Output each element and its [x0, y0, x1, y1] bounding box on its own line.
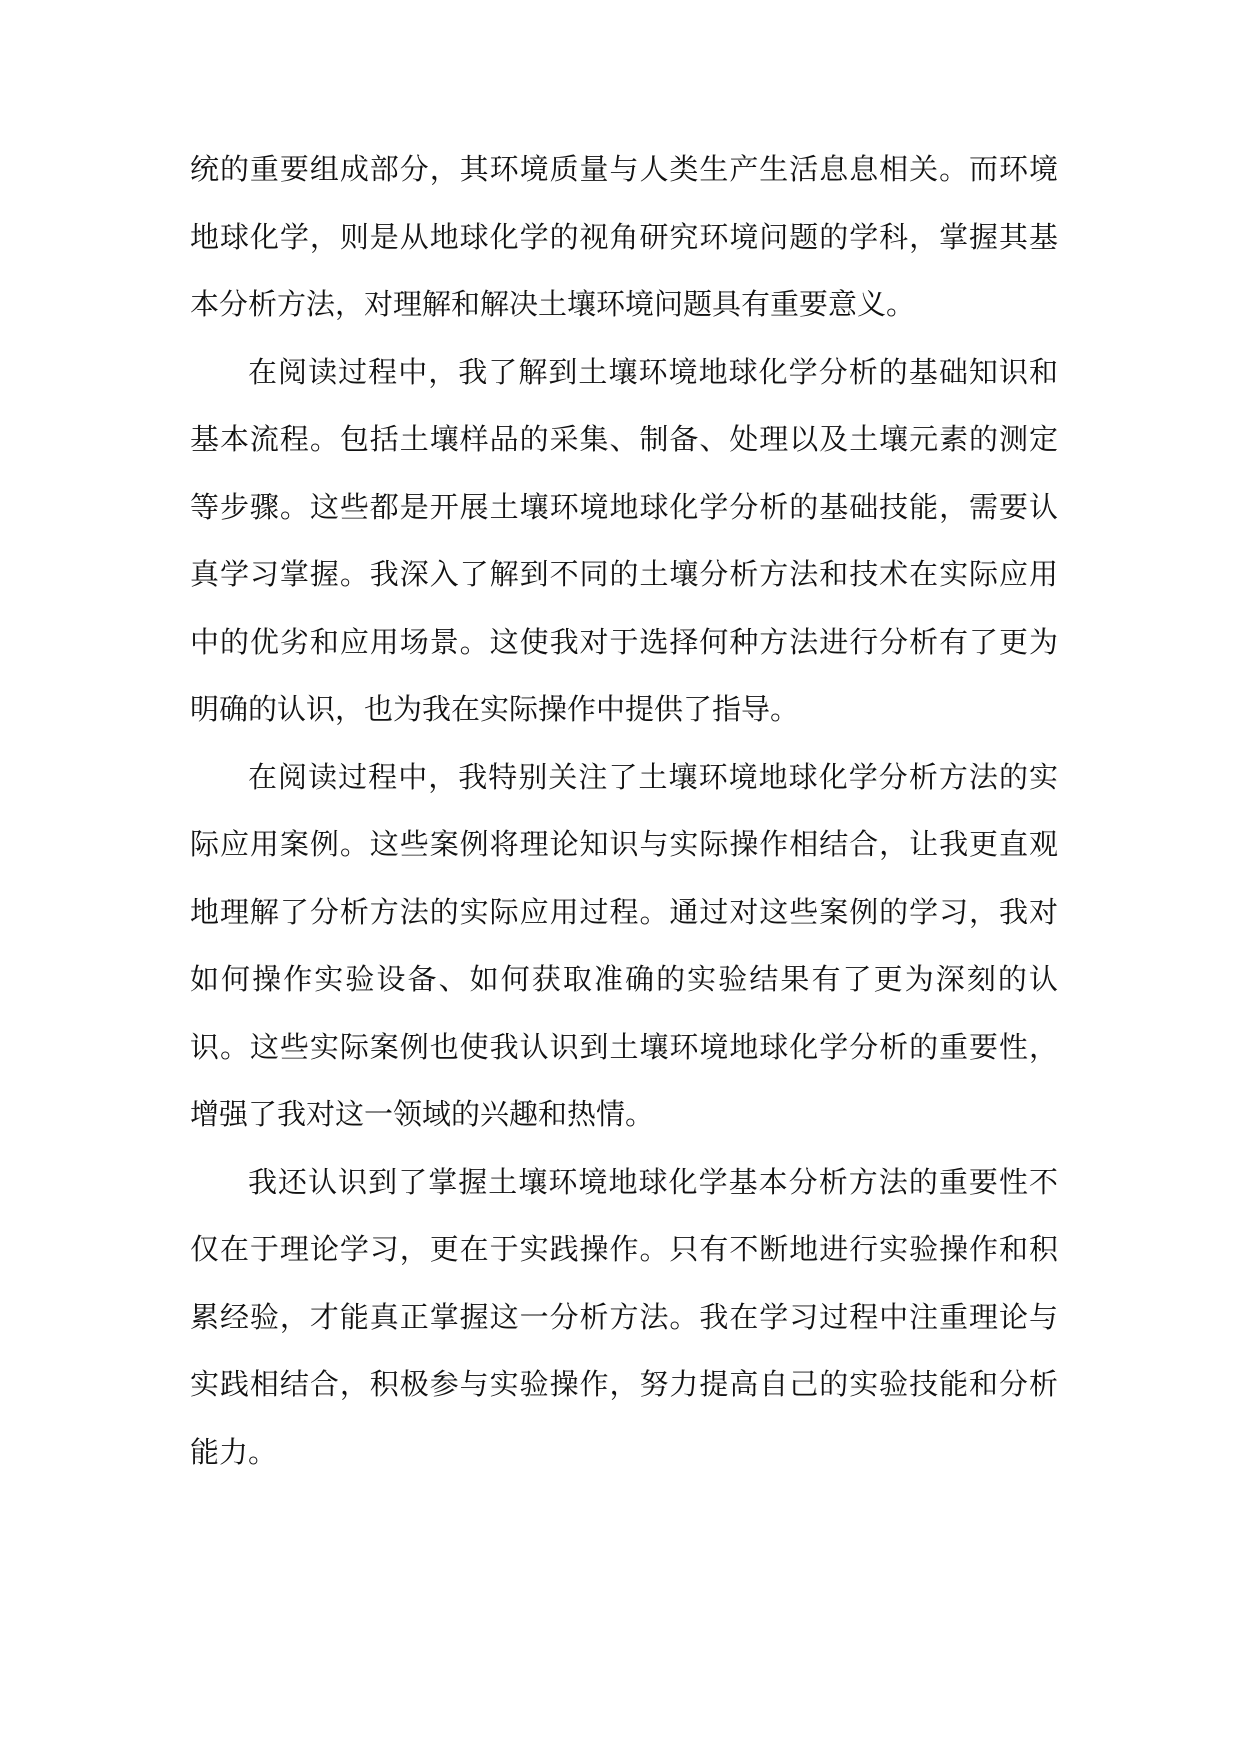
document-body [190, 136, 1058, 1486]
paragraph-basic-knowledge: 在阅读过程中，我了解到土壤环境地球化学分析的基础知识和基本流程。包括土壤样品的采集、制备、处理以及土壤元素的测定等步骤。这些都是开展土壤环境地球化学分析的基础技能，需要认真学习掌握。我深入了解到不同的土壤分析方法和技术在实际应用中的优劣和应用场景。这使我对于选择何种方法进行分析有了更为明确的认识，也为我在实际操作中提供了指导。 [190, 354, 1058, 726]
paragraph-application-cases: 在阅读过程中，我特别关注了土壤环境地球化学分析方法的实际应用案例。这些案例将理论知识与实际操作相结合，让我更直观地理解了分析方法的实际应用过程。通过对这些案例的学习，我对如何操作实验设备、如何获取准确的实验结果有了更为深刻的认识。这些实际案例也使我认识到土壤环境地球化学分析的重要性，增强了我对这一领域的兴趣和热情。 [190, 759, 1058, 1131]
paragraph-continuation: 统的重要组成部分，其环境质量与人类生产生活息息相关。而环境地球化学，则是从地球化学的视角研究环境问题的学科，掌握其基本分析方法，对理解和解决土壤环境问题具有重要意义。 [190, 152, 1058, 321]
paragraph-practice-importance: 我还认识到了掌握土壤环境地球化学基本分析方法的重要性不仅在于理论学习，更在于实践操作。只有不断地进行实验操作和积累经验，才能真正掌握这一分析方法。我在学习过程中注重理论与实践相结合，积极参与实验操作，努力提高自己的实验技能和分析能力。 [190, 1164, 1058, 1469]
